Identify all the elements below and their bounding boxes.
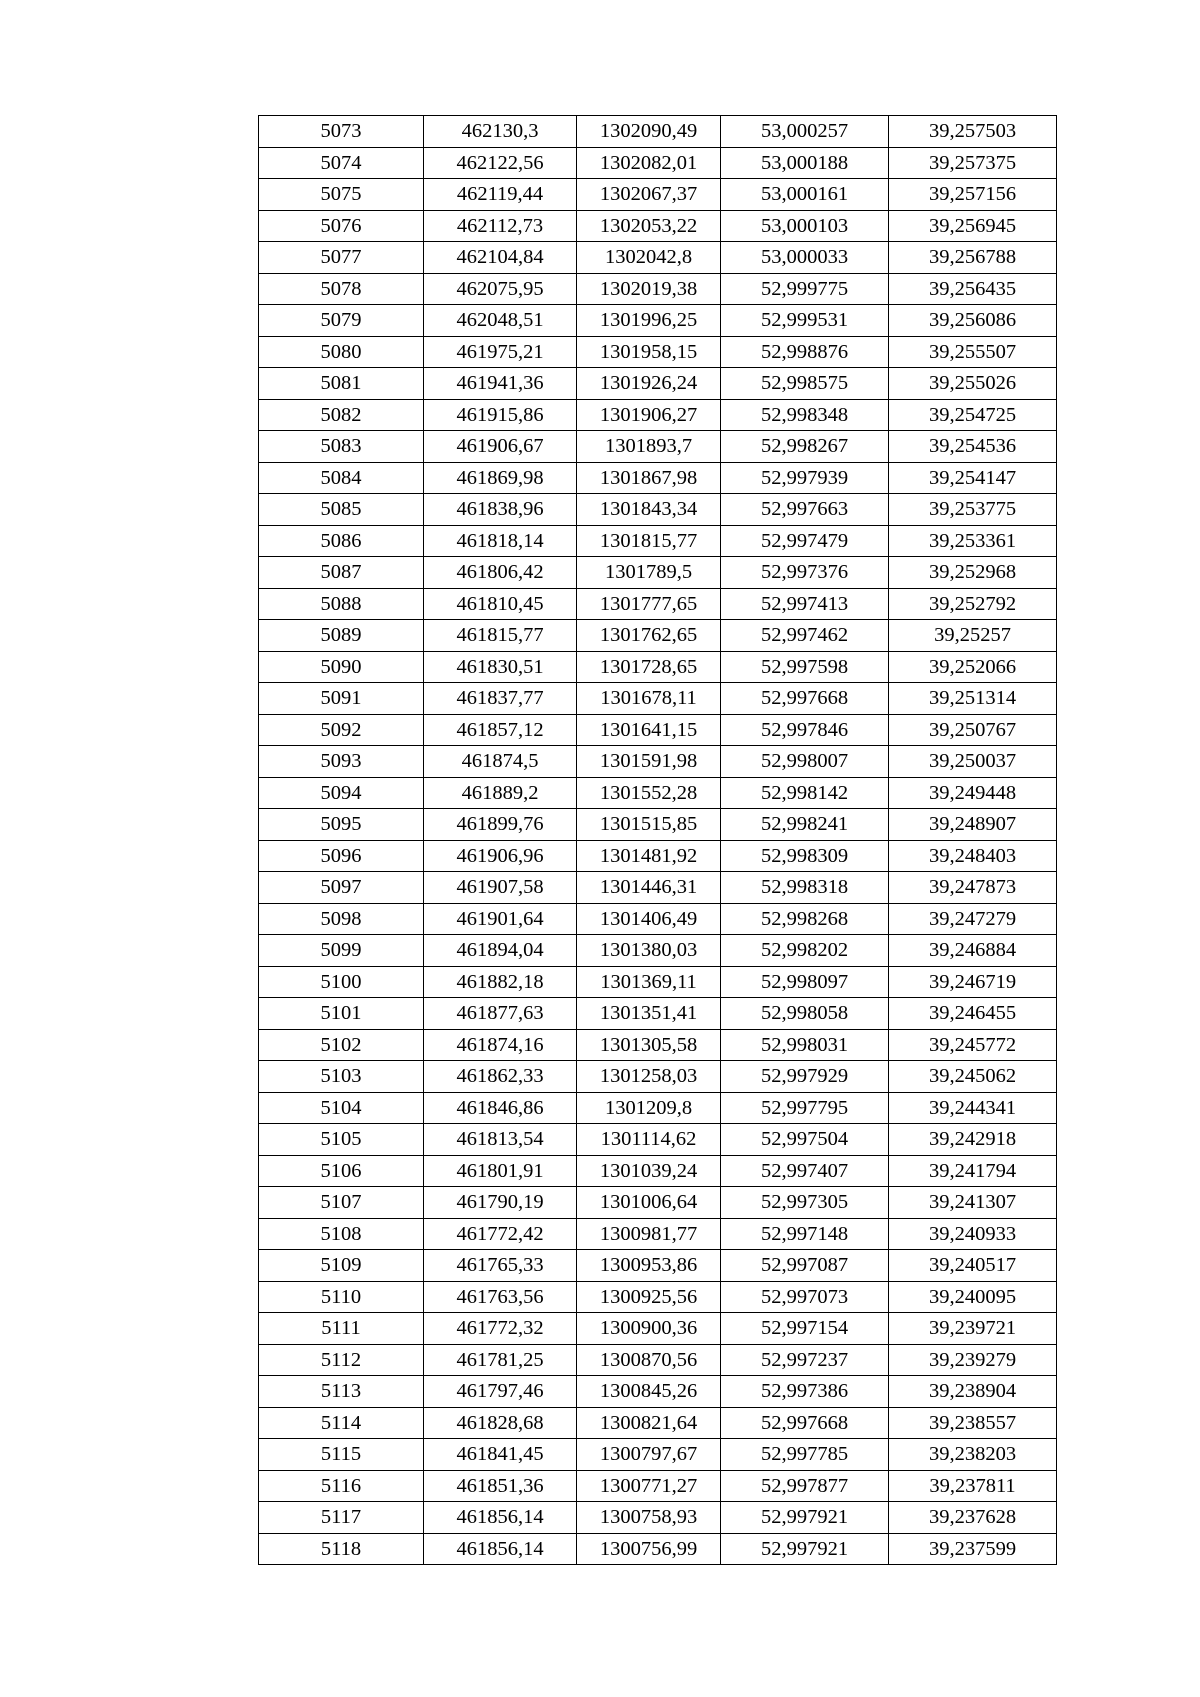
x-coordinate-cell: 461899,76	[424, 809, 577, 841]
table-row	[259, 1313, 1057, 1345]
x-coordinate-cell: 461856,14	[424, 1533, 577, 1565]
y-coordinate-cell: 1301006,64	[577, 1187, 721, 1219]
y-coordinate-cell: 1301926,24	[577, 368, 721, 400]
x-coordinate-cell: 461837,77	[424, 683, 577, 715]
point-number-cell: 5076	[259, 210, 424, 242]
latitude-cell: 52,998007	[721, 746, 889, 778]
latitude-cell: 53,000188	[721, 147, 889, 179]
table-row	[259, 588, 1057, 620]
latitude-cell: 52,998058	[721, 998, 889, 1030]
table-row	[259, 494, 1057, 526]
table-row	[259, 431, 1057, 463]
longitude-cell: 39,241794	[889, 1155, 1057, 1187]
x-coordinate-cell: 461815,77	[424, 620, 577, 652]
x-coordinate-cell: 461882,18	[424, 966, 577, 998]
y-coordinate-cell: 1302019,38	[577, 273, 721, 305]
point-number-cell: 5077	[259, 242, 424, 274]
point-number-cell: 5082	[259, 399, 424, 431]
table-row	[259, 1124, 1057, 1156]
x-coordinate-cell: 461772,32	[424, 1313, 577, 1345]
point-number-cell: 5097	[259, 872, 424, 904]
point-number-cell: 5118	[259, 1533, 424, 1565]
point-number-cell: 5099	[259, 935, 424, 967]
point-number-cell: 5093	[259, 746, 424, 778]
table-row	[259, 1281, 1057, 1313]
longitude-cell: 39,237599	[889, 1533, 1057, 1565]
point-number-cell: 5113	[259, 1376, 424, 1408]
y-coordinate-cell: 1300756,99	[577, 1533, 721, 1565]
y-coordinate-cell: 1300845,26	[577, 1376, 721, 1408]
x-coordinate-cell: 461915,86	[424, 399, 577, 431]
y-coordinate-cell: 1300900,36	[577, 1313, 721, 1345]
y-coordinate-cell: 1301481,92	[577, 840, 721, 872]
x-coordinate-cell: 461810,45	[424, 588, 577, 620]
point-number-cell: 5109	[259, 1250, 424, 1282]
table-row	[259, 1502, 1057, 1534]
latitude-cell: 52,997462	[721, 620, 889, 652]
table-row	[259, 998, 1057, 1030]
table-row	[259, 809, 1057, 841]
point-number-cell: 5081	[259, 368, 424, 400]
point-number-cell: 5078	[259, 273, 424, 305]
x-coordinate-cell: 461889,2	[424, 777, 577, 809]
table-row	[259, 399, 1057, 431]
latitude-cell: 52,997479	[721, 525, 889, 557]
point-number-cell: 5087	[259, 557, 424, 589]
longitude-cell: 39,238203	[889, 1439, 1057, 1471]
y-coordinate-cell: 1300953,86	[577, 1250, 721, 1282]
point-number-cell: 5105	[259, 1124, 424, 1156]
point-number-cell: 5106	[259, 1155, 424, 1187]
coordinates-table	[258, 115, 1057, 1565]
point-number-cell: 5111	[259, 1313, 424, 1345]
latitude-cell: 52,997413	[721, 588, 889, 620]
longitude-cell: 39,256435	[889, 273, 1057, 305]
y-coordinate-cell: 1301641,15	[577, 714, 721, 746]
y-coordinate-cell: 1301039,24	[577, 1155, 721, 1187]
x-coordinate-cell: 461806,42	[424, 557, 577, 589]
latitude-cell: 52,998876	[721, 336, 889, 368]
point-number-cell: 5114	[259, 1407, 424, 1439]
latitude-cell: 52,998268	[721, 903, 889, 935]
y-coordinate-cell: 1301867,98	[577, 462, 721, 494]
y-coordinate-cell: 1301777,65	[577, 588, 721, 620]
x-coordinate-cell: 461801,91	[424, 1155, 577, 1187]
y-coordinate-cell: 1300981,77	[577, 1218, 721, 1250]
x-coordinate-cell: 461862,33	[424, 1061, 577, 1093]
y-coordinate-cell: 1300758,93	[577, 1502, 721, 1534]
y-coordinate-cell: 1301591,98	[577, 746, 721, 778]
y-coordinate-cell: 1301446,31	[577, 872, 721, 904]
longitude-cell: 39,239721	[889, 1313, 1057, 1345]
point-number-cell: 5100	[259, 966, 424, 998]
table-row	[259, 714, 1057, 746]
x-coordinate-cell: 461781,25	[424, 1344, 577, 1376]
x-coordinate-cell: 461813,54	[424, 1124, 577, 1156]
latitude-cell: 52,998097	[721, 966, 889, 998]
x-coordinate-cell: 461869,98	[424, 462, 577, 494]
x-coordinate-cell: 461906,67	[424, 431, 577, 463]
point-number-cell: 5108	[259, 1218, 424, 1250]
point-number-cell: 5095	[259, 809, 424, 841]
y-coordinate-cell: 1301380,03	[577, 935, 721, 967]
latitude-cell: 52,998309	[721, 840, 889, 872]
x-coordinate-cell: 462122,56	[424, 147, 577, 179]
longitude-cell: 39,257503	[889, 116, 1057, 148]
table-row	[259, 1407, 1057, 1439]
longitude-cell: 39,255507	[889, 336, 1057, 368]
y-coordinate-cell: 1301958,15	[577, 336, 721, 368]
y-coordinate-cell: 1300870,56	[577, 1344, 721, 1376]
x-coordinate-cell: 461830,51	[424, 651, 577, 683]
point-number-cell: 5096	[259, 840, 424, 872]
y-coordinate-cell: 1302042,8	[577, 242, 721, 274]
y-coordinate-cell: 1302053,22	[577, 210, 721, 242]
point-number-cell: 5088	[259, 588, 424, 620]
table-row	[259, 336, 1057, 368]
table-row	[259, 1376, 1057, 1408]
y-coordinate-cell: 1302082,01	[577, 147, 721, 179]
latitude-cell: 52,998142	[721, 777, 889, 809]
longitude-cell: 39,25257	[889, 620, 1057, 652]
point-number-cell: 5086	[259, 525, 424, 557]
y-coordinate-cell: 1300821,64	[577, 1407, 721, 1439]
longitude-cell: 39,247279	[889, 903, 1057, 935]
latitude-cell: 52,997237	[721, 1344, 889, 1376]
point-number-cell: 5084	[259, 462, 424, 494]
longitude-cell: 39,250767	[889, 714, 1057, 746]
table-row	[259, 903, 1057, 935]
y-coordinate-cell: 1301515,85	[577, 809, 721, 841]
latitude-cell: 52,997504	[721, 1124, 889, 1156]
table-row	[259, 305, 1057, 337]
y-coordinate-cell: 1301406,49	[577, 903, 721, 935]
longitude-cell: 39,237628	[889, 1502, 1057, 1534]
longitude-cell: 39,251314	[889, 683, 1057, 715]
x-coordinate-cell: 462112,73	[424, 210, 577, 242]
latitude-cell: 52,997376	[721, 557, 889, 589]
latitude-cell: 52,997785	[721, 1439, 889, 1471]
point-number-cell: 5085	[259, 494, 424, 526]
y-coordinate-cell: 1301114,62	[577, 1124, 721, 1156]
table-row	[259, 1470, 1057, 1502]
x-coordinate-cell: 461797,46	[424, 1376, 577, 1408]
x-coordinate-cell: 462075,95	[424, 273, 577, 305]
table-row	[259, 1187, 1057, 1219]
point-number-cell: 5115	[259, 1439, 424, 1471]
longitude-cell: 39,237811	[889, 1470, 1057, 1502]
longitude-cell: 39,256788	[889, 242, 1057, 274]
x-coordinate-cell: 461828,68	[424, 1407, 577, 1439]
point-number-cell: 5074	[259, 147, 424, 179]
longitude-cell: 39,256945	[889, 210, 1057, 242]
latitude-cell: 52,997073	[721, 1281, 889, 1313]
point-number-cell: 5098	[259, 903, 424, 935]
longitude-cell: 39,240933	[889, 1218, 1057, 1250]
y-coordinate-cell: 1301258,03	[577, 1061, 721, 1093]
latitude-cell: 53,000161	[721, 179, 889, 211]
table-row	[259, 273, 1057, 305]
x-coordinate-cell: 461907,58	[424, 872, 577, 904]
latitude-cell: 52,999775	[721, 273, 889, 305]
table-row	[259, 525, 1057, 557]
x-coordinate-cell: 461975,21	[424, 336, 577, 368]
x-coordinate-cell: 461941,36	[424, 368, 577, 400]
y-coordinate-cell: 1301789,5	[577, 557, 721, 589]
table-row	[259, 651, 1057, 683]
x-coordinate-cell: 461841,45	[424, 1439, 577, 1471]
table-row	[259, 1533, 1057, 1565]
longitude-cell: 39,252792	[889, 588, 1057, 620]
y-coordinate-cell: 1301209,8	[577, 1092, 721, 1124]
table-row	[259, 116, 1057, 148]
point-number-cell: 5104	[259, 1092, 424, 1124]
latitude-cell: 53,000257	[721, 116, 889, 148]
latitude-cell: 52,997921	[721, 1533, 889, 1565]
longitude-cell: 39,240517	[889, 1250, 1057, 1282]
y-coordinate-cell: 1301728,65	[577, 651, 721, 683]
latitude-cell: 52,998202	[721, 935, 889, 967]
point-number-cell: 5080	[259, 336, 424, 368]
point-number-cell: 5102	[259, 1029, 424, 1061]
table-row	[259, 935, 1057, 967]
latitude-cell: 52,997663	[721, 494, 889, 526]
y-coordinate-cell: 1301369,11	[577, 966, 721, 998]
latitude-cell: 52,998318	[721, 872, 889, 904]
latitude-cell: 52,997668	[721, 683, 889, 715]
point-number-cell: 5094	[259, 777, 424, 809]
longitude-cell: 39,242918	[889, 1124, 1057, 1156]
longitude-cell: 39,253361	[889, 525, 1057, 557]
x-coordinate-cell: 461894,04	[424, 935, 577, 967]
table-row	[259, 242, 1057, 274]
latitude-cell: 52,997087	[721, 1250, 889, 1282]
x-coordinate-cell: 461846,86	[424, 1092, 577, 1124]
point-number-cell: 5092	[259, 714, 424, 746]
coordinates-table-body	[259, 116, 1057, 1565]
point-number-cell: 5073	[259, 116, 424, 148]
x-coordinate-cell: 461877,63	[424, 998, 577, 1030]
table-row	[259, 620, 1057, 652]
y-coordinate-cell: 1301906,27	[577, 399, 721, 431]
y-coordinate-cell: 1301552,28	[577, 777, 721, 809]
longitude-cell: 39,255026	[889, 368, 1057, 400]
latitude-cell: 52,997386	[721, 1376, 889, 1408]
latitude-cell: 52,998575	[721, 368, 889, 400]
y-coordinate-cell: 1301351,41	[577, 998, 721, 1030]
table-row	[259, 557, 1057, 589]
y-coordinate-cell: 1302067,37	[577, 179, 721, 211]
longitude-cell: 39,246884	[889, 935, 1057, 967]
longitude-cell: 39,253775	[889, 494, 1057, 526]
latitude-cell: 52,997305	[721, 1187, 889, 1219]
x-coordinate-cell: 461772,42	[424, 1218, 577, 1250]
point-number-cell: 5091	[259, 683, 424, 715]
latitude-cell: 52,997929	[721, 1061, 889, 1093]
longitude-cell: 39,250037	[889, 746, 1057, 778]
point-number-cell: 5079	[259, 305, 424, 337]
x-coordinate-cell: 461818,14	[424, 525, 577, 557]
y-coordinate-cell: 1301996,25	[577, 305, 721, 337]
table-row	[259, 1218, 1057, 1250]
table-row	[259, 840, 1057, 872]
table-row	[259, 872, 1057, 904]
latitude-cell: 52,997668	[721, 1407, 889, 1439]
x-coordinate-cell: 461790,19	[424, 1187, 577, 1219]
point-number-cell: 5075	[259, 179, 424, 211]
latitude-cell: 52,998348	[721, 399, 889, 431]
x-coordinate-cell: 461763,56	[424, 1281, 577, 1313]
y-coordinate-cell: 1301893,7	[577, 431, 721, 463]
table-row	[259, 966, 1057, 998]
longitude-cell: 39,245772	[889, 1029, 1057, 1061]
point-number-cell: 5110	[259, 1281, 424, 1313]
table-row	[259, 1029, 1057, 1061]
point-number-cell: 5090	[259, 651, 424, 683]
latitude-cell: 52,998031	[721, 1029, 889, 1061]
x-coordinate-cell: 461901,64	[424, 903, 577, 935]
x-coordinate-cell: 462048,51	[424, 305, 577, 337]
longitude-cell: 39,244341	[889, 1092, 1057, 1124]
x-coordinate-cell: 461856,14	[424, 1502, 577, 1534]
y-coordinate-cell: 1302090,49	[577, 116, 721, 148]
longitude-cell: 39,256086	[889, 305, 1057, 337]
point-number-cell: 5101	[259, 998, 424, 1030]
point-number-cell: 5112	[259, 1344, 424, 1376]
table-row	[259, 368, 1057, 400]
x-coordinate-cell: 462104,84	[424, 242, 577, 274]
y-coordinate-cell: 1301815,77	[577, 525, 721, 557]
table-row	[259, 1250, 1057, 1282]
latitude-cell: 52,997154	[721, 1313, 889, 1345]
table-row	[259, 1092, 1057, 1124]
x-coordinate-cell: 461874,16	[424, 1029, 577, 1061]
point-number-cell: 5116	[259, 1470, 424, 1502]
x-coordinate-cell: 462130,3	[424, 116, 577, 148]
longitude-cell: 39,249448	[889, 777, 1057, 809]
longitude-cell: 39,254147	[889, 462, 1057, 494]
x-coordinate-cell: 462119,44	[424, 179, 577, 211]
latitude-cell: 52,999531	[721, 305, 889, 337]
longitude-cell: 39,248907	[889, 809, 1057, 841]
y-coordinate-cell: 1301762,65	[577, 620, 721, 652]
table-row	[259, 777, 1057, 809]
longitude-cell: 39,257375	[889, 147, 1057, 179]
table-row	[259, 210, 1057, 242]
y-coordinate-cell: 1300797,67	[577, 1439, 721, 1471]
point-number-cell: 5083	[259, 431, 424, 463]
longitude-cell: 39,240095	[889, 1281, 1057, 1313]
y-coordinate-cell: 1300771,27	[577, 1470, 721, 1502]
point-number-cell: 5117	[259, 1502, 424, 1534]
table-row	[259, 1439, 1057, 1471]
x-coordinate-cell: 461906,96	[424, 840, 577, 872]
y-coordinate-cell: 1301843,34	[577, 494, 721, 526]
x-coordinate-cell: 461874,5	[424, 746, 577, 778]
latitude-cell: 52,997148	[721, 1218, 889, 1250]
point-number-cell: 5089	[259, 620, 424, 652]
longitude-cell: 39,238557	[889, 1407, 1057, 1439]
latitude-cell: 53,000103	[721, 210, 889, 242]
latitude-cell: 52,997877	[721, 1470, 889, 1502]
table-row	[259, 1061, 1057, 1093]
table-row	[259, 147, 1057, 179]
longitude-cell: 39,257156	[889, 179, 1057, 211]
latitude-cell: 52,997795	[721, 1092, 889, 1124]
point-number-cell: 5107	[259, 1187, 424, 1219]
y-coordinate-cell: 1301305,58	[577, 1029, 721, 1061]
latitude-cell: 52,997921	[721, 1502, 889, 1534]
latitude-cell: 53,000033	[721, 242, 889, 274]
latitude-cell: 52,997598	[721, 651, 889, 683]
x-coordinate-cell: 461765,33	[424, 1250, 577, 1282]
longitude-cell: 39,252066	[889, 651, 1057, 683]
longitude-cell: 39,241307	[889, 1187, 1057, 1219]
longitude-cell: 39,254536	[889, 431, 1057, 463]
y-coordinate-cell: 1300925,56	[577, 1281, 721, 1313]
latitude-cell: 52,997407	[721, 1155, 889, 1187]
latitude-cell: 52,997939	[721, 462, 889, 494]
latitude-cell: 52,997846	[721, 714, 889, 746]
longitude-cell: 39,245062	[889, 1061, 1057, 1093]
longitude-cell: 39,238904	[889, 1376, 1057, 1408]
point-number-cell: 5103	[259, 1061, 424, 1093]
longitude-cell: 39,252968	[889, 557, 1057, 589]
table-row	[259, 683, 1057, 715]
longitude-cell: 39,247873	[889, 872, 1057, 904]
longitude-cell: 39,246719	[889, 966, 1057, 998]
longitude-cell: 39,248403	[889, 840, 1057, 872]
longitude-cell: 39,254725	[889, 399, 1057, 431]
y-coordinate-cell: 1301678,11	[577, 683, 721, 715]
table-row	[259, 1344, 1057, 1376]
latitude-cell: 52,998241	[721, 809, 889, 841]
latitude-cell: 52,998267	[721, 431, 889, 463]
table-row	[259, 462, 1057, 494]
table-row	[259, 746, 1057, 778]
x-coordinate-cell: 461838,96	[424, 494, 577, 526]
x-coordinate-cell: 461851,36	[424, 1470, 577, 1502]
x-coordinate-cell: 461857,12	[424, 714, 577, 746]
longitude-cell: 39,239279	[889, 1344, 1057, 1376]
longitude-cell: 39,246455	[889, 998, 1057, 1030]
table-row	[259, 179, 1057, 211]
table-row	[259, 1155, 1057, 1187]
